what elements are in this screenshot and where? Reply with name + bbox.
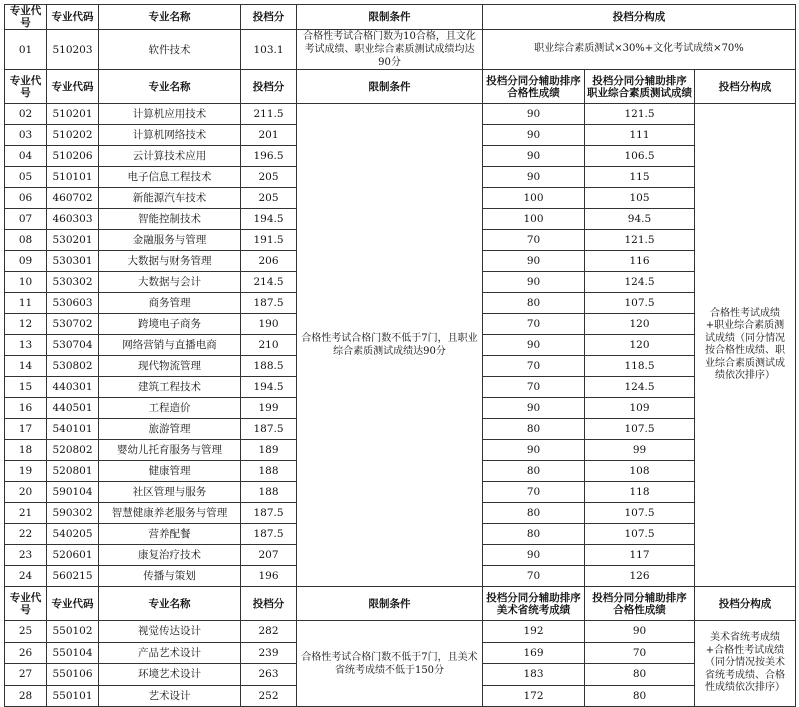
cell-name: 商务管理 [99,293,241,314]
cell-code: 590302 [47,503,99,524]
cell-code: 530302 [47,272,99,293]
cell-composition: 合格性考试成绩+职业综合素质测试成绩（同分情况按合格性成绩、职业综合素质测试成绩依次排序） [695,104,796,587]
cell-score: 214.5 [241,272,297,293]
cell-name: 网络营销与直播电商 [99,335,241,356]
header-aux-sort-1: 投档分同分辅助排序 合格性成绩 [483,70,585,104]
cell-seq: 20 [5,482,47,503]
header-condition: 限制条件 [297,587,483,621]
cell-score: 239 [241,642,297,664]
cell-aux-sort-1: 90 [483,398,585,419]
cell-aux-sort-2: 99 [585,440,695,461]
cell-aux-sort-2: 118 [585,482,695,503]
header-aux-sort-1: 投档分同分辅助排序 美术省统考成绩 [483,587,585,621]
cell-seq: 09 [5,251,47,272]
cell-seq: 16 [5,398,47,419]
cell-score: 207 [241,545,297,566]
cell-aux-sort-2: 115 [585,167,695,188]
header-score: 投档分 [241,5,297,30]
cell-seq: 12 [5,314,47,335]
cell-score: 263 [241,664,297,686]
cell-seq: 22 [5,524,47,545]
header-score: 投档分 [241,70,297,104]
cell-name: 社区管理与服务 [99,482,241,503]
cell-code: 550101 [47,685,99,707]
cell-score: 188.5 [241,356,297,377]
cell-code: 520802 [47,440,99,461]
cell-aux-sort-1: 70 [483,566,585,587]
cell-aux-sort-1: 70 [483,482,585,503]
table-row [5,621,796,643]
cell-aux-sort-2: 107.5 [585,419,695,440]
cell-condition: 合格性考试合格门数为10合格，且文化考试成绩、职业综合素质测试成绩均达90分 [297,30,483,70]
cell-name: 建筑工程技术 [99,377,241,398]
header-row-section-2 [5,70,796,104]
cell-aux-sort-1: 70 [483,314,585,335]
cell-aux-sort-1: 80 [483,419,585,440]
cell-name: 云计算技术应用 [99,146,241,167]
cell-name: 大数据与财务管理 [99,251,241,272]
cell-name: 产品艺术设计 [99,642,241,664]
header-condition: 限制条件 [297,5,483,30]
cell-name: 婴幼儿托育服务与管理 [99,440,241,461]
cell-code: 550106 [47,664,99,686]
cell-aux-sort-1: 192 [483,621,585,643]
table-row [5,30,796,70]
cell-aux-sort-1: 90 [483,146,585,167]
cell-code: 520801 [47,461,99,482]
cell-name: 现代物流管理 [99,356,241,377]
cell-score: 252 [241,685,297,707]
cell-aux-sort-2: 124.5 [585,272,695,293]
cell-score: 206 [241,251,297,272]
cell-score: 194.5 [241,209,297,230]
cell-score: 189 [241,440,297,461]
cell-code: 540205 [47,524,99,545]
header-condition: 限制条件 [297,70,483,104]
cell-seq: 28 [5,685,47,707]
cell-aux-sort-1: 80 [483,503,585,524]
cell-code: 460303 [47,209,99,230]
header-composition: 投档分构成 [695,587,796,621]
cell-seq: 26 [5,642,47,664]
cell-aux-sort-1: 100 [483,209,585,230]
cell-name: 健康管理 [99,461,241,482]
cell-score: 205 [241,167,297,188]
cell-aux-sort-1: 90 [483,167,585,188]
cell-code: 530603 [47,293,99,314]
cell-code: 460702 [47,188,99,209]
cell-seq: 23 [5,545,47,566]
cell-seq: 25 [5,621,47,643]
cell-aux-sort-2: 120 [585,314,695,335]
cell-name: 软件技术 [99,30,241,70]
cell-seq: 06 [5,188,47,209]
cell-score: 188 [241,482,297,503]
cell-score: 194.5 [241,377,297,398]
cell-code: 590104 [47,482,99,503]
cell-name: 旅游管理 [99,419,241,440]
cell-aux-sort-1: 80 [483,293,585,314]
cell-code: 540101 [47,419,99,440]
cell-aux-sort-1: 183 [483,664,585,686]
cell-aux-sort-2: 121.5 [585,104,695,125]
cell-name: 大数据与会计 [99,272,241,293]
cell-seq: 21 [5,503,47,524]
header-code: 专业代码 [47,70,99,104]
cell-aux-sort-2: 94.5 [585,209,695,230]
cell-name: 跨境电子商务 [99,314,241,335]
cell-seq: 07 [5,209,47,230]
header-seq: 专业代号 [5,587,47,621]
admission-score-table [4,4,796,707]
header-seq: 专业代号 [5,5,47,30]
cell-seq: 19 [5,461,47,482]
cell-aux-sort-2: 121.5 [585,230,695,251]
cell-seq: 27 [5,664,47,686]
cell-seq: 11 [5,293,47,314]
cell-aux-sort-2: 116 [585,251,695,272]
cell-seq: 14 [5,356,47,377]
header-row-section-3 [5,587,796,621]
cell-code: 530702 [47,314,99,335]
cell-aux-sort-1: 90 [483,335,585,356]
cell-code: 560215 [47,566,99,587]
cell-name: 新能源汽车技术 [99,188,241,209]
cell-aux-sort-2: 107.5 [585,524,695,545]
cell-name: 工程造价 [99,398,241,419]
cell-aux-sort-2: 120 [585,335,695,356]
cell-aux-sort-1: 90 [483,440,585,461]
cell-seq: 18 [5,440,47,461]
cell-code: 440501 [47,398,99,419]
cell-name: 传播与策划 [99,566,241,587]
cell-aux-sort-2: 126 [585,566,695,587]
cell-code: 530802 [47,356,99,377]
cell-code: 510101 [47,167,99,188]
cell-name: 智慧健康养老服务与管理 [99,503,241,524]
cell-code: 520601 [47,545,99,566]
cell-aux-sort-2: 109 [585,398,695,419]
cell-score: 196 [241,566,297,587]
cell-aux-sort-2: 124.5 [585,377,695,398]
cell-seq: 13 [5,335,47,356]
cell-score: 282 [241,621,297,643]
cell-name: 计算机应用技术 [99,104,241,125]
cell-score: 187.5 [241,503,297,524]
cell-aux-sort-2: 111 [585,125,695,146]
cell-aux-sort-2: 107.5 [585,293,695,314]
cell-aux-sort-1: 80 [483,461,585,482]
header-name: 专业名称 [99,587,241,621]
header-composition: 投档分构成 [483,5,796,30]
cell-score: 210 [241,335,297,356]
header-name: 专业名称 [99,70,241,104]
cell-aux-sort-1: 100 [483,188,585,209]
cell-seq: 04 [5,146,47,167]
cell-score: 199 [241,398,297,419]
header-composition: 投档分构成 [695,70,796,104]
cell-aux-sort-1: 172 [483,685,585,707]
cell-code: 510201 [47,104,99,125]
cell-seq: 02 [5,104,47,125]
cell-score: 187.5 [241,419,297,440]
cell-name: 智能控制技术 [99,209,241,230]
cell-code: 550104 [47,642,99,664]
cell-seq: 01 [5,30,47,70]
header-seq: 专业代号 [5,70,47,104]
cell-aux-sort-2: 80 [585,664,695,686]
cell-score: 103.1 [241,30,297,70]
cell-name: 视觉传达设计 [99,621,241,643]
header-row-section-1 [5,5,796,30]
cell-code: 510206 [47,146,99,167]
cell-seq: 08 [5,230,47,251]
cell-score: 196.5 [241,146,297,167]
cell-aux-sort-2: 106.5 [585,146,695,167]
cell-aux-sort-2: 90 [585,621,695,643]
cell-composition: 美术省统考成绩+合格性考试成绩（同分情况按美术省统考成绩、合格性成绩依次排序） [695,621,796,707]
cell-score: 187.5 [241,524,297,545]
cell-aux-sort-2: 118.5 [585,356,695,377]
cell-score: 211.5 [241,104,297,125]
header-code: 专业代码 [47,587,99,621]
header-aux-sort-2: 投档分同分辅助排序 合格性成绩 [585,587,695,621]
cell-code: 530301 [47,251,99,272]
cell-name: 艺术设计 [99,685,241,707]
header-aux-sort-2: 投档分同分辅助排序 职业综合素质测试成绩 [585,70,695,104]
cell-aux-sort-2: 105 [585,188,695,209]
cell-seq: 05 [5,167,47,188]
cell-name: 电子信息工程技术 [99,167,241,188]
cell-code: 530704 [47,335,99,356]
cell-aux-sort-1: 90 [483,251,585,272]
cell-score: 190 [241,314,297,335]
cell-aux-sort-2: 80 [585,685,695,707]
cell-name: 康复治疗技术 [99,545,241,566]
cell-composition: 职业综合素质测试×30%+文化考试成绩×70% [483,30,796,70]
header-code: 专业代码 [47,5,99,30]
cell-seq: 10 [5,272,47,293]
cell-aux-sort-2: 107.5 [585,503,695,524]
cell-aux-sort-1: 70 [483,377,585,398]
cell-name: 金融服务与管理 [99,230,241,251]
cell-score: 187.5 [241,293,297,314]
cell-score: 201 [241,125,297,146]
cell-seq: 03 [5,125,47,146]
cell-aux-sort-1: 90 [483,104,585,125]
cell-condition: 合格性考试合格门数不低于7门，且职业综合素质测试成绩达90分 [297,104,483,587]
cell-aux-sort-1: 70 [483,230,585,251]
cell-aux-sort-2: 108 [585,461,695,482]
cell-seq: 17 [5,419,47,440]
cell-code: 510202 [47,125,99,146]
cell-code: 440301 [47,377,99,398]
cell-name: 环境艺术设计 [99,664,241,686]
cell-code: 530201 [47,230,99,251]
cell-aux-sort-1: 169 [483,642,585,664]
cell-aux-sort-1: 80 [483,524,585,545]
cell-aux-sort-1: 90 [483,125,585,146]
cell-aux-sort-1: 90 [483,272,585,293]
header-score: 投档分 [241,587,297,621]
cell-code: 510203 [47,30,99,70]
cell-aux-sort-2: 70 [585,642,695,664]
cell-aux-sort-2: 117 [585,545,695,566]
cell-score: 205 [241,188,297,209]
table-row [5,104,796,125]
cell-seq: 24 [5,566,47,587]
cell-code: 550102 [47,621,99,643]
cell-name: 营养配餐 [99,524,241,545]
cell-aux-sort-1: 90 [483,545,585,566]
cell-score: 191.5 [241,230,297,251]
header-name: 专业名称 [99,5,241,30]
cell-score: 188 [241,461,297,482]
cell-seq: 15 [5,377,47,398]
cell-aux-sort-1: 70 [483,356,585,377]
cell-condition: 合格性考试合格门数不低于7门，且美术省统考成绩不低于150分 [297,621,483,707]
cell-name: 计算机网络技术 [99,125,241,146]
